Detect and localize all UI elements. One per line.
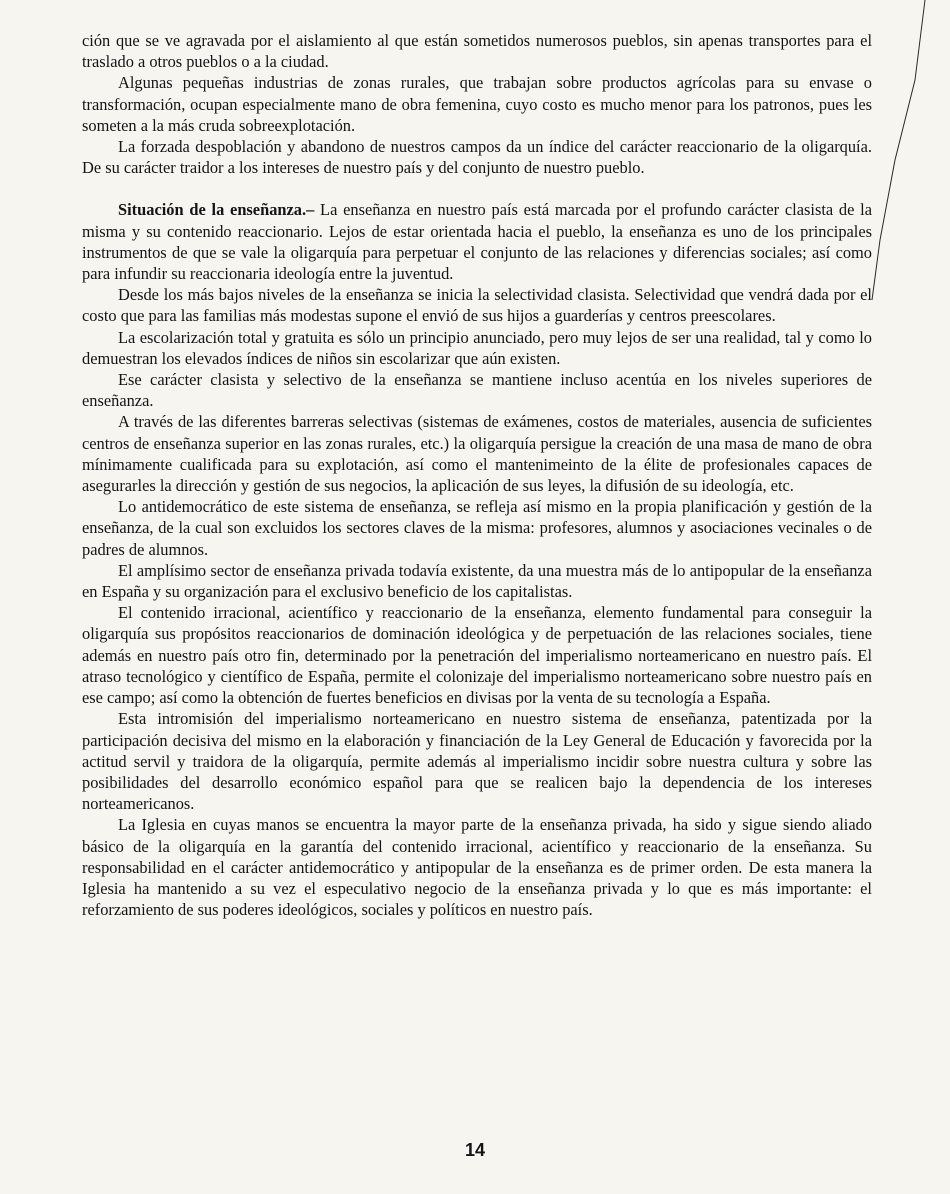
paragraph: El contenido irracional, acientífico y reaccionario de la enseñanza, elemento fundamental para conseguir la oligarquía sus propósitos reaccionarios de dominación ideológica y de perpetuación de las relaciones sociales, tiene además en nuestro país otro fin, determinado por la penetración del imperialismo norteamericano en nuestro país. El atraso tecnológico y científico de España, permite el colonizaje del imperialismo norteamericano sobre nuestro país en ese campo; así como la obtención de fuertes beneficios en divisas por la venta de su tecnología a España. <box>82 603 872 708</box>
paragraph: La forzada despoblación y abandono de nuestros campos da un índice del carácter reaccionario de la oligarquía. De su carácter traidor a los intereses de nuestro país y del conjunto de nuestro pueblo. <box>82 137 872 178</box>
page-number: 14 <box>464 1140 486 1160</box>
paragraph: Esta intromisión del imperialismo norteamericano en nuestro sistema de enseñanza, patentizada por la participación decisiva del mismo en la elaboración y financiación de la Ley General de Educación y favorecida por la actitud servil y traidora de la oligarquía, permite además al imperialismo incidir sobre nuestra cultura y sobre las posibilidades del desarrollo económico español para que se realicen bajo la dependencia de los intereses norteamericanos. <box>82 709 872 814</box>
section-heading: Situación de la enseñanza.– <box>118 200 315 220</box>
paragraph: Lo antidemocrático de este sistema de enseñanza, se refleja así mismo en la propia planificación y gestión de la enseñanza, de la cual son excluidos los sectores claves de la misma: profesores, alumnos y asociaciones vecinales o de padres de alumnos. <box>82 497 872 559</box>
paragraph: A través de las diferentes barreras selectivas (sistemas de exámenes, costos de materiales, ausencia de suficientes centros de enseñanza superior en las zonas rurales, etc.) la oligarquía persigue la creación de una masa de mano de obra mínimamente cualificada para su explotación, así como el mantenimeinto de la élite de profesionales capaces de asegurarles la dirección y gestión de sus negocios, la aplicación de sus leyes, la difusión de su ideología, etc. <box>82 412 872 496</box>
paragraph: Ese carácter clasista y selectivo de la enseñanza se mantiene incluso acentúa en los niveles superiores de enseñanza. <box>82 370 872 411</box>
paragraph: Desde los más bajos niveles de la enseñanza se inicia la selectividad clasista. Selectividad que vendrá dada por el costo que para las familias más modestas supone el envió de sus hijos a guarderías y centros preescolares. <box>82 285 872 326</box>
paragraph: La escolarización total y gratuita es sólo un principio anunciado, pero muy lejos de ser una realidad, tal y como lo demuestran los elevados índices de niños sin escolarizar que aún existen. <box>82 327 872 368</box>
section-paragraph: Situación de la enseñanza.– La enseñanza en nuestro país está marcada por el profundo carácter clasista de la misma y su contenido reaccionario. Lejos de estar orientada hacia el pueblo, la enseñanza es uno de los principales instrumentos de que se vale la oligarquía para perpetuar el conjunto de las relaciones y diferencias sociales; así como para infundir su reaccionaria ideología entre la juventud. <box>82 200 872 284</box>
paragraph: La Iglesia en cuyas manos se encuentra la mayor parte de la enseñanza privada, ha sido y sigue siendo aliado básico de la oligarquía en la garantía del contenido irracional, acientífico y reaccionario de la enseñanza. Su responsabilidad en el carácter antidemocrático y antipopular de la enseñanza es de primer orden. De esta manera la Iglesia ha mantenido a su vez el especulativo negocio de la enseñanza privada y lo que es más importante: el reforzamiento de sus poderes ideológicos, sociales y políticos en nuestro país. <box>82 815 872 920</box>
paragraph: Algunas pequeñas industrias de zonas rurales, que trabajan sobre productos agrícolas para su envase o transformación, ocupan especialmente mano de obra femenina, cuyo costo es mucho menor para los patronos, pues les someten a la más cruda sobreexplotación. <box>82 73 872 135</box>
document-body <box>82 30 872 920</box>
paragraph: ción que se ve agravada por el aislamiento al que están sometidos numerosos pueblos, sin apenas transportes para el traslado a otros pueblos o a la ciudad. <box>82 31 872 72</box>
paragraph: El amplísimo sector de enseñanza privada todavía existente, da una muestra más de lo antipopular de la enseñanza en España y su organización para el exclusivo beneficio de los capitalistas. <box>82 560 872 602</box>
